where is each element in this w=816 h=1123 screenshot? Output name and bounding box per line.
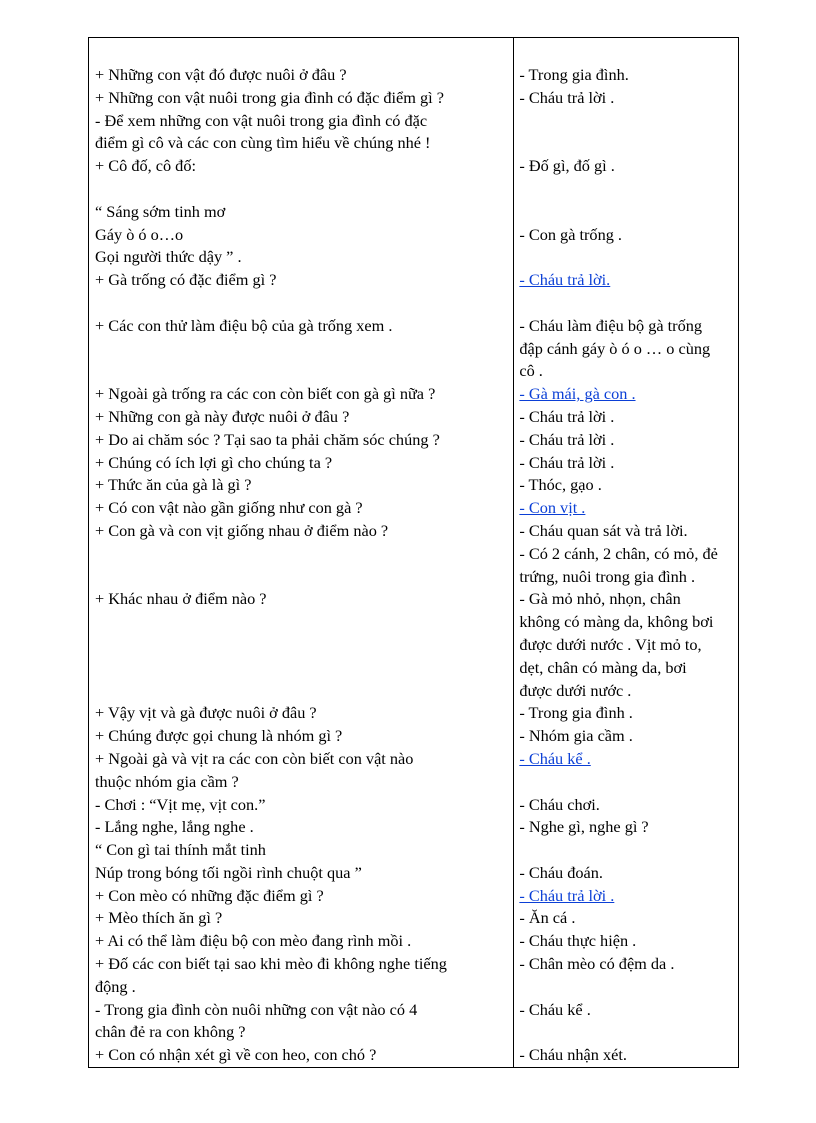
table-row (89, 748, 738, 794)
table-row (89, 269, 738, 292)
teacher-activity-cell (89, 246, 512, 269)
child-activity-cell (512, 885, 738, 908)
teacher-activity-cell (89, 406, 512, 429)
child-activity-cell (512, 862, 738, 885)
child-activity-cell (512, 315, 738, 383)
teacher-line: + Thức ăn của gà là gì ? (95, 475, 252, 495)
teacher-activity-cell (89, 953, 512, 999)
child-activity-cell (512, 702, 738, 725)
teacher-activity-cell (89, 474, 512, 497)
teacher-activity-cell (89, 885, 512, 908)
table-row (89, 1044, 738, 1067)
child-activity-cell (512, 292, 738, 315)
child-activity-cell (512, 155, 738, 178)
child-activity-cell (512, 520, 738, 588)
child-activity-cell (512, 87, 738, 110)
child-line: - Cháu trả lời . (519, 406, 615, 426)
teacher-activity-cell (89, 383, 512, 406)
child-activity-cell (512, 930, 738, 953)
teacher-line: + Đố các con biết tại sao khi mèo đi không nghe tiếng (95, 954, 447, 974)
child-activity-cell (512, 406, 738, 429)
teacher-line: Núp trong bóng tối ngồi rình chuột qua ” (95, 862, 362, 882)
table-row (89, 383, 738, 406)
table-row (89, 201, 738, 224)
child-line: - Trong gia đình . (519, 703, 633, 723)
teacher-activity-cell (89, 862, 512, 885)
child-activity-cell (512, 839, 738, 862)
table-row (89, 224, 738, 247)
teacher-activity-cell (89, 794, 512, 817)
table-row (89, 497, 738, 520)
child-activity-cell (512, 953, 738, 999)
child-activity-cell (512, 588, 738, 702)
teacher-activity-cell (89, 520, 512, 588)
teacher-line: + Khác nhau ở điểm nào ? (95, 589, 267, 609)
teacher-line: thuộc nhóm gia cầm ? (95, 771, 239, 791)
child-answer-link (519, 497, 732, 520)
teacher-line: điểm gì cô và các con cùng tìm hiểu về chúng nhé ! (95, 133, 431, 153)
child-activity-cell (512, 794, 738, 817)
child-answer-link-text[interactable]: - Gà mái, gà con . (519, 384, 636, 404)
child-line: - Cháu làm điệu bộ gà trống (519, 315, 703, 335)
teacher-activity-cell (89, 748, 512, 794)
child-activity-cell (512, 383, 738, 406)
teacher-activity-cell (89, 725, 512, 748)
teacher-activity-cell (89, 155, 512, 178)
teacher-line: - Lắng nghe, lắng nghe . (95, 817, 254, 837)
table-row (89, 64, 738, 87)
table-row (89, 520, 738, 588)
teacher-activity-cell (89, 292, 512, 315)
teacher-activity-cell (89, 907, 512, 930)
child-answer-link (519, 383, 732, 406)
teacher-line: + Con gà và con vịt giống nhau ở điểm nào ? (95, 520, 389, 540)
child-line: - Trong gia đình. (519, 65, 629, 84)
child-answer-link-text[interactable]: - Cháu kể . (519, 748, 591, 768)
child-line: cô . (519, 361, 543, 381)
child-activity-cell (512, 110, 738, 156)
table-row (89, 725, 738, 748)
child-activity-cell (512, 269, 738, 292)
teacher-activity-cell (89, 429, 512, 452)
teacher-activity-cell (89, 999, 512, 1045)
teacher-line: + Các con thử làm điệu bộ của gà trống xem . (95, 315, 393, 335)
child-line: đập cánh gáy ò ó o … o cùng (519, 338, 711, 358)
table-row (89, 87, 738, 110)
child-line: - Cháu đoán. (519, 862, 603, 882)
child-activity-cell (512, 452, 738, 475)
teacher-line (95, 178, 504, 201)
child-line: - Gà mỏ nhỏ, nhọn, chân (519, 589, 681, 609)
teacher-activity-cell (89, 839, 512, 862)
teacher-line: + Những con gà này được nuôi ở đâu ? (95, 406, 350, 426)
teacher-activity-cell (89, 87, 512, 110)
teacher-activity-cell (89, 224, 512, 247)
teacher-activity-cell (89, 315, 512, 383)
child-answer-link (519, 269, 732, 292)
child-line: - Nhóm gia cầm . (519, 726, 633, 746)
child-line: - Cháu chơi. (519, 794, 600, 814)
teacher-activity-cell (89, 816, 512, 839)
teacher-activity-cell (89, 110, 512, 156)
table-row (89, 406, 738, 429)
table-row (89, 315, 738, 383)
teacher-activity-cell (89, 64, 512, 87)
child-activity-cell (512, 474, 738, 497)
child-line: - Chân mèo có đệm da . (519, 954, 675, 974)
child-line: - Cháu trả lời . (519, 87, 615, 107)
child-line: dẹt, chân có màng da, bơi (519, 657, 687, 677)
child-activity-cell (512, 1044, 738, 1067)
table-row (89, 907, 738, 930)
teacher-line: + Vậy vịt và gà được nuôi ở đâu ? (95, 703, 317, 723)
child-activity-cell (512, 999, 738, 1045)
child-activity-cell (512, 725, 738, 748)
table-row (89, 999, 738, 1045)
teacher-line: chân đẻ ra con không ? (95, 1022, 246, 1042)
child-answer-link (519, 748, 732, 771)
child-line: trứng, nuôi trong gia đình . (519, 566, 696, 586)
child-line: - Con gà trống . (519, 224, 622, 244)
child-activity-cell (512, 178, 738, 201)
child-answer-link-text[interactable]: - Cháu trả lời . (519, 885, 615, 905)
table-row (89, 953, 738, 999)
teacher-line: “ Sáng sớm tinh mơ (95, 201, 226, 221)
table-row (89, 474, 738, 497)
table-row (89, 155, 738, 178)
table-row (89, 110, 738, 156)
child-answer-link-text[interactable]: - Con vịt . (519, 498, 586, 518)
child-line: - Cháu quan sát và trả lời. (519, 520, 688, 540)
teacher-line: + Có con vật nào gần giống như con gà ? (95, 498, 363, 518)
teacher-activity-cell (89, 269, 512, 292)
child-line: được dưới nước . (519, 680, 632, 700)
table-row (89, 178, 738, 201)
teacher-line: + Những con vật nuôi trong gia đình có đặc điểm gì ? (95, 87, 444, 107)
teacher-line: + Chúng có ích lợi gì cho chúng ta ? (95, 452, 333, 472)
teacher-line: + Con có nhận xét gì về con heo, con chó ? (95, 1045, 377, 1065)
teacher-line: - Trong gia đình còn nuôi những con vật nào có 4 (95, 999, 418, 1019)
child-activity-cell (512, 816, 738, 839)
teacher-line: + Mèo thích ăn gì ? (95, 908, 223, 928)
child-line: - Thóc, gạo . (519, 475, 602, 495)
child-line: - Đố gì, đố gì . (519, 156, 615, 176)
teacher-activity-cell (89, 201, 512, 224)
table-row (89, 702, 738, 725)
table-row (89, 862, 738, 885)
table-row (89, 452, 738, 475)
teacher-line: + Ngoài gà trống ra các con còn biết con gà gì nữa ? (95, 384, 436, 404)
teacher-line: + Những con vật đó được nuôi ở đâu ? (95, 65, 347, 84)
teacher-activity-cell (89, 1044, 512, 1067)
teacher-activity-cell (89, 702, 512, 725)
child-activity-cell (512, 907, 738, 930)
child-line: được dưới nước . Vịt mỏ to, (519, 634, 702, 654)
teacher-line: “ Con gì tai thính mắt tinh (95, 840, 266, 860)
table-row (89, 885, 738, 908)
teacher-activity-cell (89, 588, 512, 702)
table-row (89, 429, 738, 452)
teacher-line: động . (95, 976, 136, 996)
child-line: - Cháu trả lời . (519, 452, 615, 472)
teacher-activity-cell (89, 452, 512, 475)
child-activity-cell (512, 64, 738, 87)
child-line: - Cháu kể . (519, 999, 591, 1019)
teacher-line: + Ngoài gà và vịt ra các con còn biết con vật nào (95, 748, 414, 768)
teacher-line: + Chúng được gọi chung là nhóm gì ? (95, 726, 343, 746)
table-row (89, 930, 738, 953)
table-row (89, 588, 738, 702)
table-row (89, 246, 738, 269)
teacher-line (95, 292, 504, 315)
table-row (89, 816, 738, 839)
teacher-line: Gọi người thức dậy ” . (95, 247, 242, 267)
lesson-rows (89, 64, 738, 1067)
child-line: - Nghe gì, nghe gì ? (519, 817, 649, 837)
child-activity-cell (512, 748, 738, 794)
teacher-activity-cell (89, 930, 512, 953)
child-line: - Cháu thực hiện . (519, 931, 637, 951)
teacher-line: Gáy ò ó o…o (95, 224, 184, 244)
table-row (89, 292, 738, 315)
teacher-line: + Gà trống có đặc điểm gì ? (95, 270, 277, 290)
teacher-line: - Chơi : “Vịt mẹ, vịt con.” (95, 794, 266, 814)
teacher-line: + Ai có thể làm điệu bộ con mèo đang rình mồi . (95, 931, 412, 951)
child-line: - Cháu trả lời . (519, 429, 615, 449)
child-answer-link (519, 885, 732, 908)
table-row (89, 839, 738, 862)
teacher-activity-cell (89, 178, 512, 201)
child-activity-cell (512, 497, 738, 520)
teacher-line: + Cô đố, cô đố: (95, 156, 196, 176)
child-activity-cell (512, 246, 738, 269)
table-row (89, 794, 738, 817)
child-activity-cell (512, 201, 738, 224)
child-line: - Ăn cá . (519, 908, 576, 928)
child-activity-cell (512, 224, 738, 247)
teacher-line: + Con mèo có những đặc điểm gì ? (95, 885, 324, 905)
child-activity-cell (512, 429, 738, 452)
lesson-table (88, 37, 739, 1068)
child-line: - Có 2 cánh, 2 chân, có mỏ, đẻ (519, 543, 718, 563)
child-line: không có màng da, không bơi (519, 612, 714, 632)
child-line: - Cháu nhận xét. (519, 1045, 627, 1065)
child-answer-link-text[interactable]: - Cháu trả lời. (519, 270, 611, 290)
teacher-line: + Do ai chăm sóc ? Tại sao ta phải chăm sóc chúng ? (95, 429, 440, 449)
teacher-activity-cell (89, 497, 512, 520)
teacher-line: - Để xem những con vật nuôi trong gia đình có đặc (95, 110, 428, 130)
